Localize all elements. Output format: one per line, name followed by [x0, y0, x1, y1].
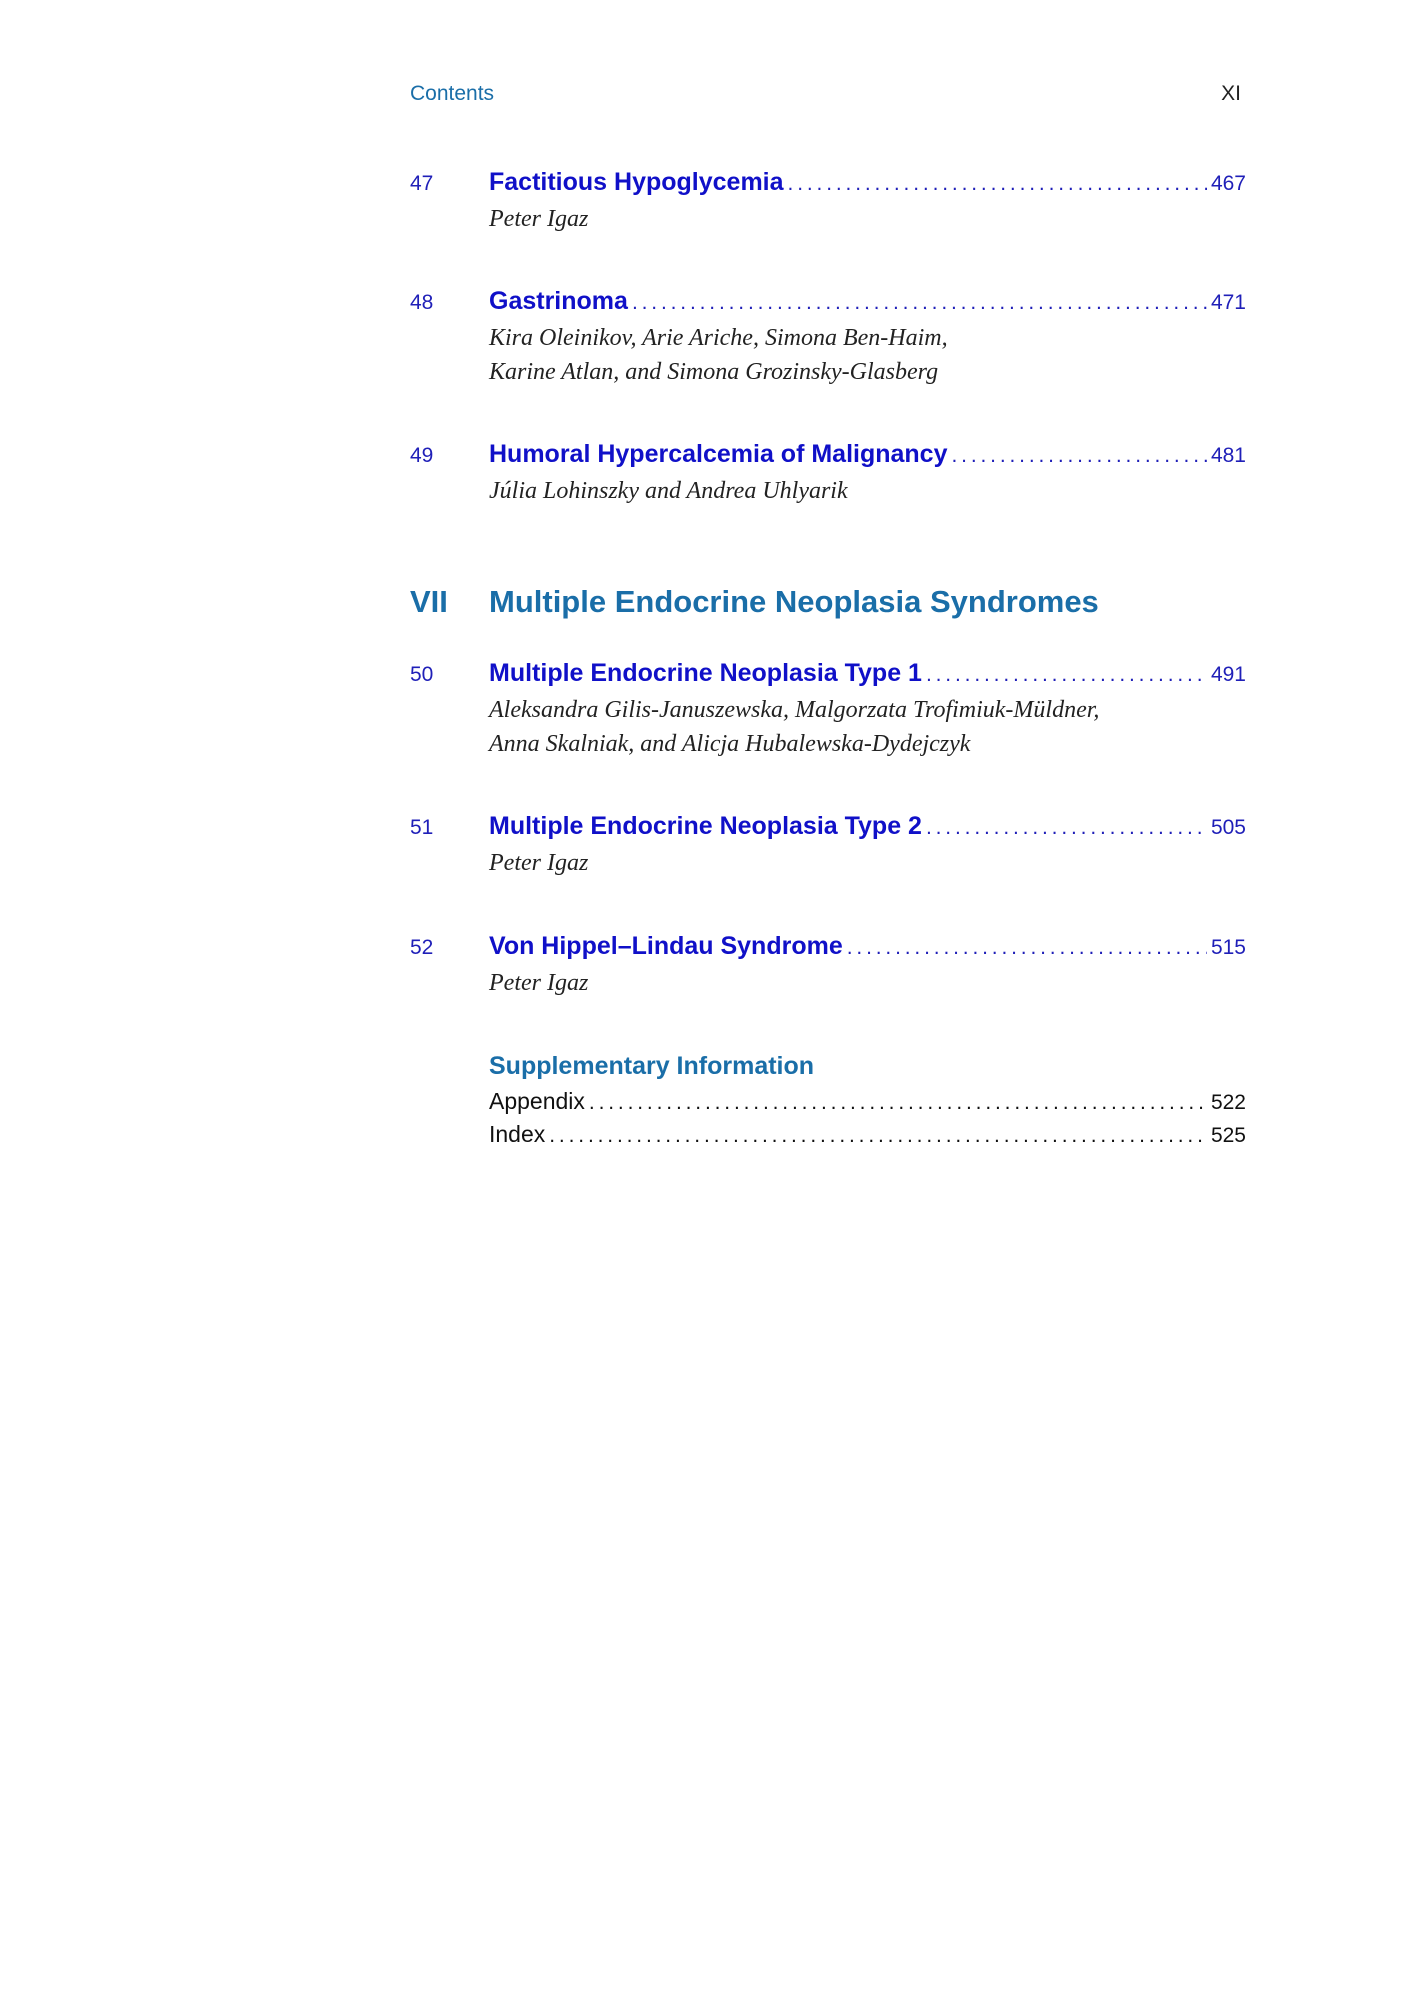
- author-line: Peter Igaz: [489, 970, 589, 996]
- dot-leader: [847, 936, 1207, 960]
- page-reference[interactable]: 515: [1210, 936, 1246, 959]
- author-line: Peter Igaz: [489, 850, 589, 876]
- author-line: Peter Igaz: [489, 206, 589, 232]
- chapter-authors: [489, 693, 1246, 761]
- chapter-number: 50: [410, 663, 434, 686]
- part-title[interactable]: Multiple Endocrine Neoplasia Syndromes: [489, 584, 1099, 619]
- page-reference[interactable]: 522: [1210, 1091, 1246, 1114]
- chapter-number: 48: [410, 291, 434, 314]
- running-head: Contents: [410, 82, 495, 105]
- toc-entry-row: [410, 659, 1246, 693]
- chapter-authors: [489, 202, 1246, 236]
- dot-leader: [632, 291, 1207, 315]
- dot-leader: [549, 1124, 1207, 1148]
- chapter-title-link[interactable]: Multiple Endocrine Neoplasia Type 1: [489, 659, 922, 687]
- chapter-number: 47: [410, 172, 434, 195]
- dot-leader: [926, 663, 1207, 687]
- toc-entry-row: [410, 168, 1246, 202]
- chapter-number: 51: [410, 816, 434, 839]
- chapter-title-link[interactable]: Gastrinoma: [489, 287, 628, 315]
- toc-entry-chapter-48[interactable]: [410, 287, 1246, 389]
- chapter-title-link[interactable]: Humoral Hypercalcemia of Malignancy: [489, 440, 948, 468]
- dot-leader: [788, 172, 1207, 196]
- author-line: Júlia Lohinszky and Andrea Uhlyarik: [489, 478, 848, 504]
- toc-entry-row: [410, 932, 1246, 966]
- author-line: Karine Atlan, and Simona Grozinsky-Glasberg: [489, 359, 939, 385]
- toc-entry-chapter-52[interactable]: [410, 932, 1246, 1000]
- page-number: XI: [1221, 82, 1241, 105]
- chapter-authors: [489, 474, 1246, 508]
- supplementary-item-label[interactable]: Index: [489, 1121, 546, 1147]
- author-line: Aleksandra Gilis-Januszewska, Malgorzata Trofimiuk-Müldner,: [489, 697, 1100, 723]
- chapter-number: 52: [410, 936, 434, 959]
- page-reference[interactable]: 481: [1210, 444, 1246, 467]
- toc-entry-chapter-51[interactable]: [410, 812, 1246, 880]
- part-number: VII: [410, 584, 448, 619]
- supplementary-item-label[interactable]: Appendix: [489, 1088, 585, 1114]
- chapter-authors: [489, 846, 1246, 880]
- page-reference[interactable]: 491: [1210, 663, 1246, 686]
- supplementary-item-index[interactable]: [489, 1121, 1246, 1154]
- chapter-number: 49: [410, 444, 434, 467]
- dot-leader: [589, 1091, 1207, 1115]
- chapter-title-link[interactable]: Factitious Hypoglycemia: [489, 168, 784, 196]
- toc-entry-row: [410, 287, 1246, 321]
- supplementary-section: [489, 1052, 1246, 1154]
- page-reference[interactable]: 505: [1210, 816, 1246, 839]
- supplementary-item-appendix[interactable]: [489, 1088, 1246, 1121]
- toc-entry-row: [410, 812, 1246, 846]
- page-header: [410, 82, 1241, 112]
- toc-entry-row: [410, 440, 1246, 474]
- author-line: Kira Oleinikov, Arie Ariche, Simona Ben-Haim,: [489, 325, 948, 351]
- page-reference[interactable]: 525: [1210, 1124, 1246, 1147]
- supplementary-title[interactable]: Supplementary Information: [489, 1052, 815, 1080]
- author-line: Anna Skalniak, and Alicja Hubalewska-Dydejczyk: [489, 731, 971, 757]
- toc-entry-chapter-50[interactable]: [410, 659, 1246, 761]
- chapter-title-link[interactable]: Multiple Endocrine Neoplasia Type 2: [489, 812, 922, 840]
- chapter-authors: [489, 966, 1246, 1000]
- toc-entry-chapter-47[interactable]: [410, 168, 1246, 236]
- dot-leader: [951, 444, 1206, 468]
- toc-entry-chapter-49[interactable]: [410, 440, 1246, 508]
- part-heading[interactable]: [410, 584, 1099, 620]
- page-reference[interactable]: 471: [1210, 291, 1246, 314]
- page-reference[interactable]: 467: [1210, 172, 1246, 195]
- chapter-title-link[interactable]: Von Hippel–Lindau Syndrome: [489, 932, 843, 960]
- chapter-authors: [489, 321, 1246, 389]
- dot-leader: [926, 816, 1207, 840]
